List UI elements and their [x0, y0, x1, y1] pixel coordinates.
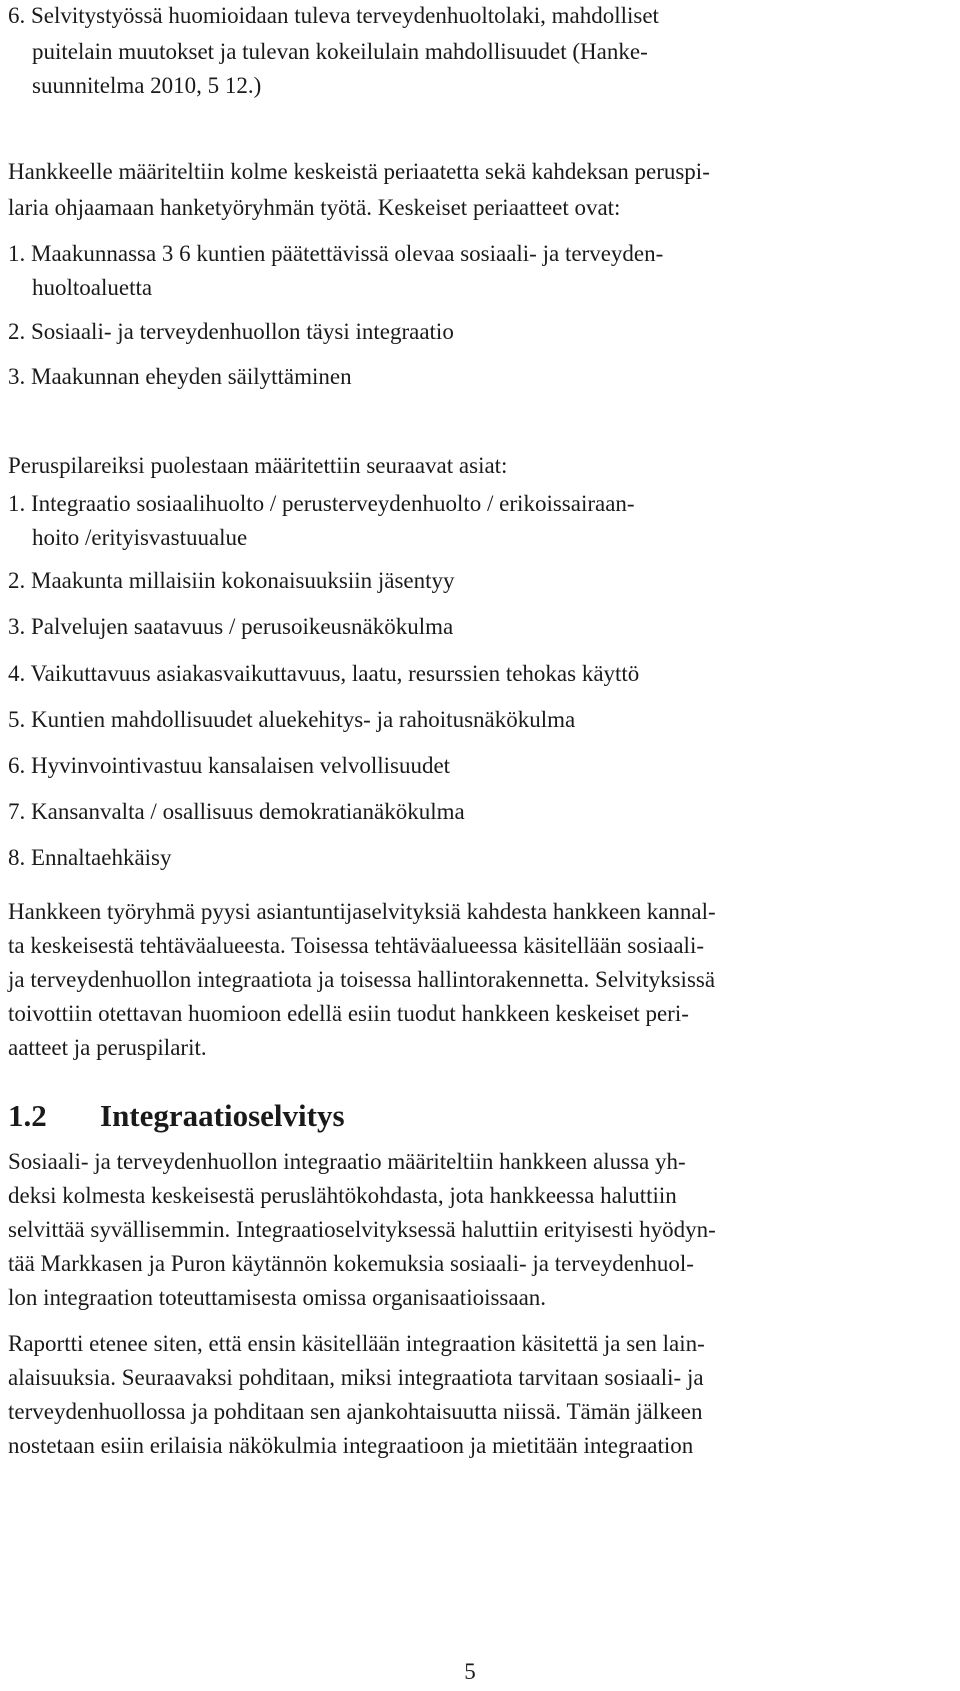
pillar-item-1: 1. Integraatio sosiaalihuolto / perusterveydenhuolto / erikoissairaan-: [8, 491, 635, 516]
paragraph-integration-line-2: deksi kolmesta keskeisestä peruslähtökohdasta, jota hankkeessa haluttiin: [8, 1183, 677, 1208]
paragraph-workgroup-line-5: aatteet ja peruspilarit.: [8, 1035, 207, 1060]
paragraph-integration-line-1: Sosiaali- ja terveydenhuollon integraatio määriteltiin hankkeen alussa yh-: [8, 1149, 686, 1174]
paragraph-report-line-2: alaisuuksia. Seuraavaksi pohditaan, miksi integraatiota tarvitaan sosiaali- ja: [8, 1365, 704, 1390]
paragraph-workgroup-line-4: toivottiin otettavan huomioon edellä esiin tuodut hankkeen keskeiset peri-: [8, 1001, 689, 1026]
pillar-item-6: 6. Hyvinvointivastuu kansalaisen velvollisuudet: [8, 753, 451, 778]
paragraph-workgroup-line-3: ja terveydenhuollon integraatiota ja toisessa hallintorakennetta. Selvityksissä: [8, 967, 716, 992]
list-item-6-line-2: puitelain muutokset ja tulevan kokeilulain mahdollisuudet (Hanke-: [32, 39, 648, 64]
paragraph-principles-line-2: laria ohjaamaan hanketyöryhmän työtä. Keskeiset periaatteet ovat:: [8, 195, 621, 220]
list-item-6-line-1: 6. Selvitystyössä huomioidaan tuleva terveydenhuoltolaki, mahdolliset: [8, 3, 659, 28]
section-heading-title: Integraatioselvitys: [100, 1098, 345, 1133]
pillar-item-7: 7. Kansanvalta / osallisuus demokratianäkökulma: [8, 799, 465, 824]
paragraph-report-line-4: nostetaan esiin erilaisia näkökulmia integraatioon ja mietitään integraation: [8, 1433, 694, 1458]
pillar-item-3: 3. Palvelujen saatavuus / perusoikeusnäkökulma: [8, 614, 454, 639]
page-number: 5: [464, 1659, 476, 1684]
principle-item-1-cont: huoltoaluetta: [32, 275, 153, 300]
paragraph-report-line-1: Raportti etenee siten, että ensin käsitellään integraation käsitettä ja sen lain-: [8, 1331, 705, 1356]
principle-item-1: 1. Maakunnassa 3 6 kuntien päätettävissä olevaa sosiaali- ja terveyden-: [8, 241, 664, 266]
paragraph-report-line-3: terveydenhuollossa ja pohditaan sen ajankohtaisuutta niissä. Tämän jälkeen: [8, 1399, 703, 1424]
paragraph-principles-line-1: Hankkeelle määriteltiin kolme keskeistä periaatetta sekä kahdeksan peruspi-: [8, 159, 710, 184]
paragraph-workgroup-line-1: Hankkeen työryhmä pyysi asiantuntijaselvityksiä kahdesta hankkeen kannal-: [8, 899, 716, 924]
pillar-item-5: 5. Kuntien mahdollisuudet aluekehitys- ja rahoitusnäkökulma: [8, 707, 576, 732]
section-heading: [8, 1098, 345, 1134]
section-heading-number: 1.2: [8, 1098, 47, 1133]
pillars-intro: Peruspilareiksi puolestaan määritettiin seuraavat asiat:: [8, 453, 508, 478]
pillar-item-4: 4. Vaikuttavuus asiakasvaikuttavuus, laatu, resurssien tehokas käyttö: [8, 661, 640, 686]
paragraph-integration-line-3: selvittää syvällisemmin. Integraatioselvityksessä haluttiin erityisesti hyödyn-: [8, 1217, 716, 1242]
list-item-6-line-3: suunnitelma 2010, 5 12.): [32, 73, 262, 98]
paragraph-integration-line-4: tää Markkasen ja Puron käytännön kokemuksia sosiaali- ja terveydenhuol-: [8, 1251, 694, 1276]
pillar-item-1-cont: hoito /erityisvastuualue: [32, 525, 248, 550]
principle-item-2: 2. Sosiaali- ja terveydenhuollon täysi integraatio: [8, 319, 454, 344]
pillar-item-2: 2. Maakunta millaisiin kokonaisuuksiin jäsentyy: [8, 568, 455, 593]
pillar-item-8: 8. Ennaltaehkäisy: [8, 845, 172, 870]
principle-item-3: 3. Maakunnan eheyden säilyttäminen: [8, 364, 352, 389]
paragraph-integration-line-5: lon integraation toteuttamisesta omissa organisaatioissaan.: [8, 1285, 547, 1310]
paragraph-workgroup-line-2: ta keskeisestä tehtäväalueesta. Toisessa tehtäväalueessa käsitellään sosiaali-: [8, 933, 704, 958]
